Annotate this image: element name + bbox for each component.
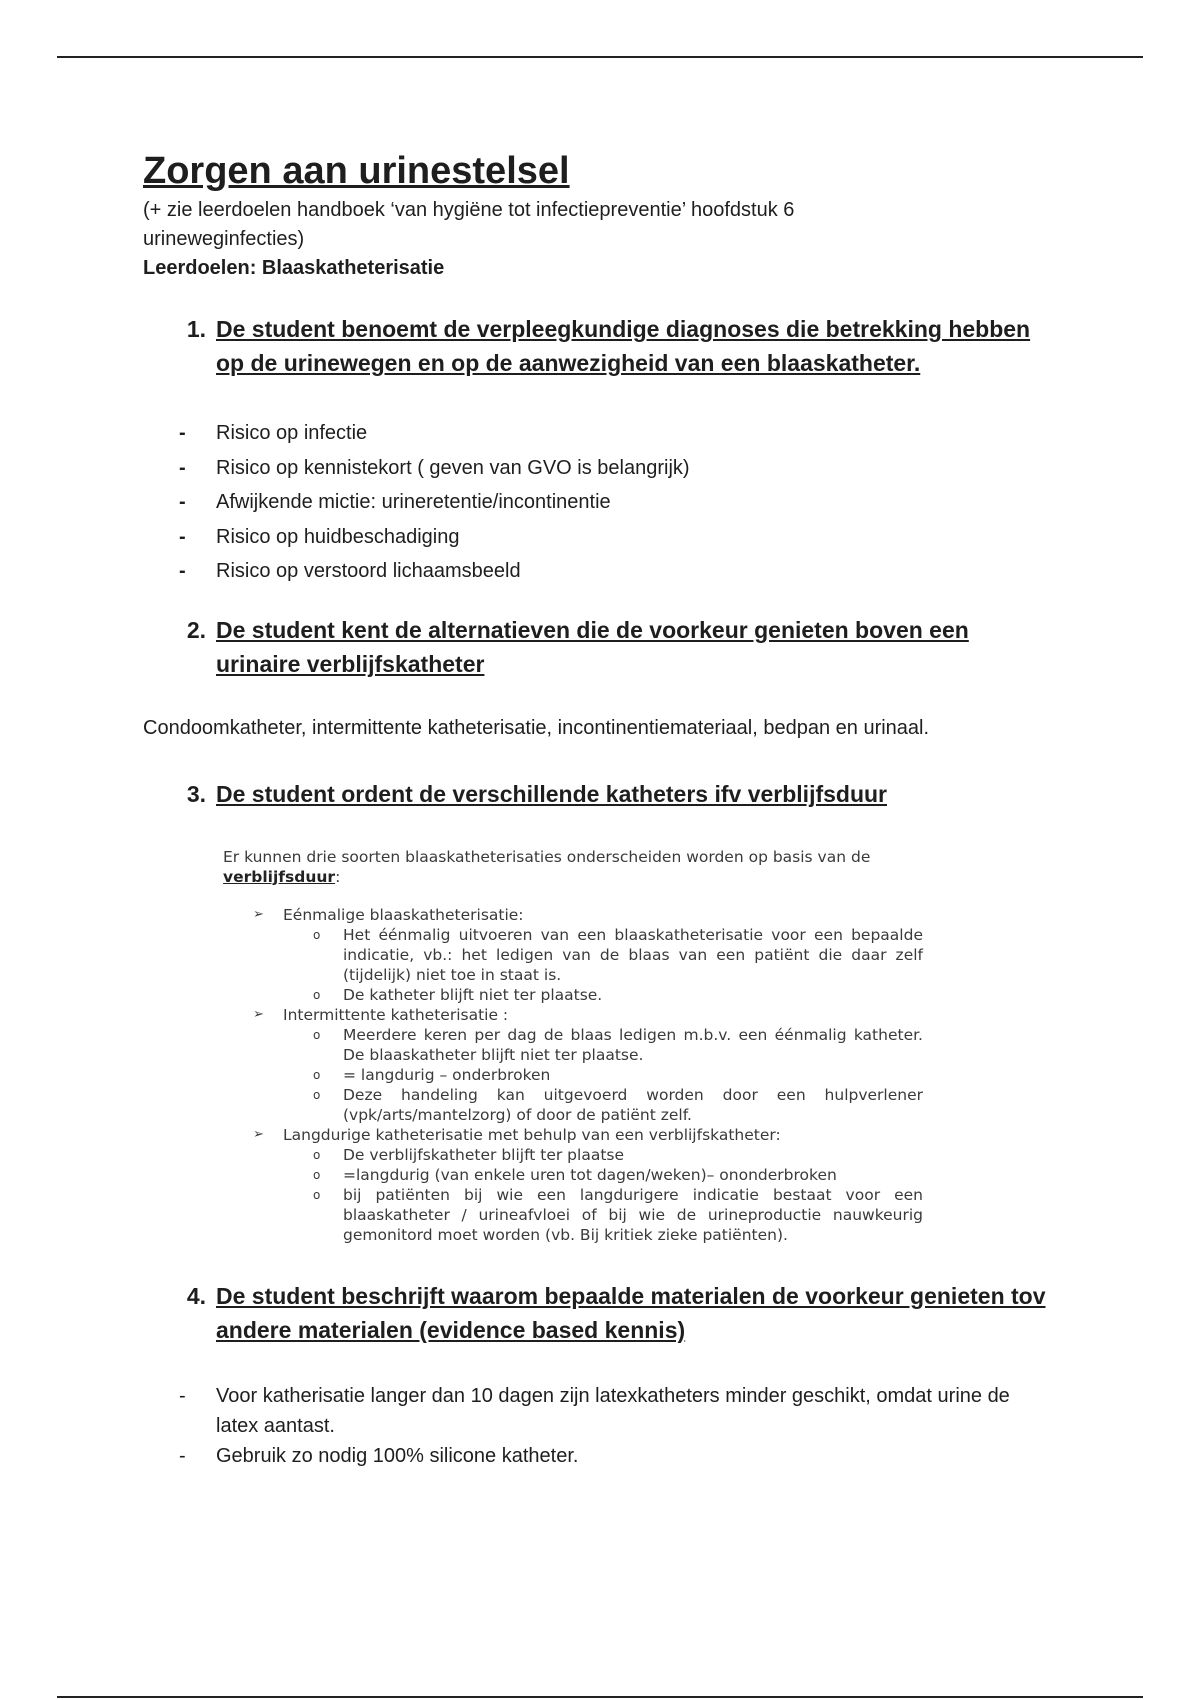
objective-number: 3. [186,780,206,807]
circle-bullet-icon: o [313,1167,321,1182]
objective-text: De student kent de alternatieven die de voorkeur genieten boven een urinaire verblijfskatheter [216,616,969,677]
objective-4 [143,1279,1063,1347]
list-item: - Risico op infectie [179,422,368,444]
alternatives-text: Condoomkatheter, intermittente katheterisatie, incontinentiemateriaal, bedpan en urinaal. [143,716,930,739]
objective-text: De student ordent de verschillende katheters ifv verblijfsduur [216,780,888,807]
scanned-excerpt [223,847,923,1245]
arrow-icon: ➢ [253,1006,264,1022]
list-item: - Afwijkende mictie: urineretentie/incontinentie [179,491,611,513]
excerpt-type: ➢ Intermittente katheterisatie : [223,1005,923,1025]
intro-note: (+ zie leerdoelen handboek ‘van hygiëne tot infectiepreventie’ hoofdstuk 6 urineweginfecties) [143,199,795,250]
excerpt-item: o Meerdere keren per dag de blaas ledigen m.b.v. een éénmalig katheter. De blaaskatheter blijft niet ter plaatse. [223,1025,923,1065]
objective-text: De student benoemt de verpleegkundige diagnoses die betrekking hebben op de urinewegen en op de aanwezigheid van een blaaskatheter. [216,316,1031,376]
objective-number: 4. [186,1282,206,1309]
objective-3 [143,777,1063,811]
objective-number: 2. [186,616,206,643]
circle-bullet-icon: o [313,927,321,942]
excerpt-item: o bij patiënten bij wie een langdurigere indicatie bestaat voor een blaaskatheter / urineafvloei of bij wie de urineproductie nauwkeurig gemonitord moet worden (vb. Bij kritiek zieke patiënten). [223,1185,923,1245]
list-item: - Voor katherisatie langer dan 10 dagen zijn latexkatheters minder geschikt, omdat urine de latex aantast. [179,1384,1010,1437]
objective-text: De student beschrijft waarom bepaalde materialen de voorkeur genieten tov andere materialen (evidence based kennis) [216,1282,1046,1343]
circle-bullet-icon: o [313,1187,321,1202]
list-item: - Gebruik zo nodig 100% silicone katheter. [179,1444,579,1467]
excerpt-item: o Het éénmalig uitvoeren van een blaaskatheterisatie voor een bepaalde indicatie, vb.: het ledigen van de blaas van een patiënt die daar zelf (tijdelijk) niet toe in staat is. [223,925,923,985]
header-rule [57,56,1143,58]
excerpt-item: o Deze handeling kan uitgevoerd worden door een hulpverlener (vpk/arts/mantelzorg) of door de patiënt zelf. [223,1085,923,1125]
list-item: - Risico op kennistekort ( geven van GVO is belangrijk) [179,456,690,479]
circle-bullet-icon: o [313,1147,321,1162]
excerpt-type: ➢ Eénmalige blaaskatheterisatie: [223,905,923,925]
objective-1 [143,312,1063,380]
footer-rule [57,1696,1143,1698]
document-page [143,148,1063,1471]
excerpt-intro: Er kunnen drie soorten blaaskatheterisaties onderscheiden worden op basis van de verblijfsduur: [223,847,871,886]
excerpt-item: o De verblijfskatheter blijft ter plaatse [223,1145,923,1165]
arrow-icon: ➢ [253,1126,264,1142]
page-title: Zorgen aan urinestelsel [143,150,570,192]
list-item: - Risico op huidbeschadiging [179,525,460,548]
excerpt-item: o De katheter blijft niet ter plaatse. [223,985,923,1005]
circle-bullet-icon: o [313,1067,321,1082]
circle-bullet-icon: o [313,987,321,1002]
section-subheading: Leerdoelen: Blaaskatheterisatie [143,257,445,279]
excerpt-item: o =langdurig (van enkele uren tot dagen/weken)– ononderbroken [223,1165,923,1185]
objective-2 [143,613,1063,681]
diagnoses-list [143,416,1063,589]
objective-number: 1. [186,316,206,342]
excerpt-type: ➢ Langdurige katheterisatie met behulp van een verblijfskatheter: [223,1125,923,1145]
excerpt-item: o = langdurig – onderbroken [223,1065,923,1085]
materials-list [143,1381,1063,1471]
arrow-icon: ➢ [253,906,264,922]
circle-bullet-icon: o [313,1027,321,1042]
circle-bullet-icon: o [313,1087,321,1102]
list-item: - Risico op verstoord lichaamsbeeld [179,560,521,582]
